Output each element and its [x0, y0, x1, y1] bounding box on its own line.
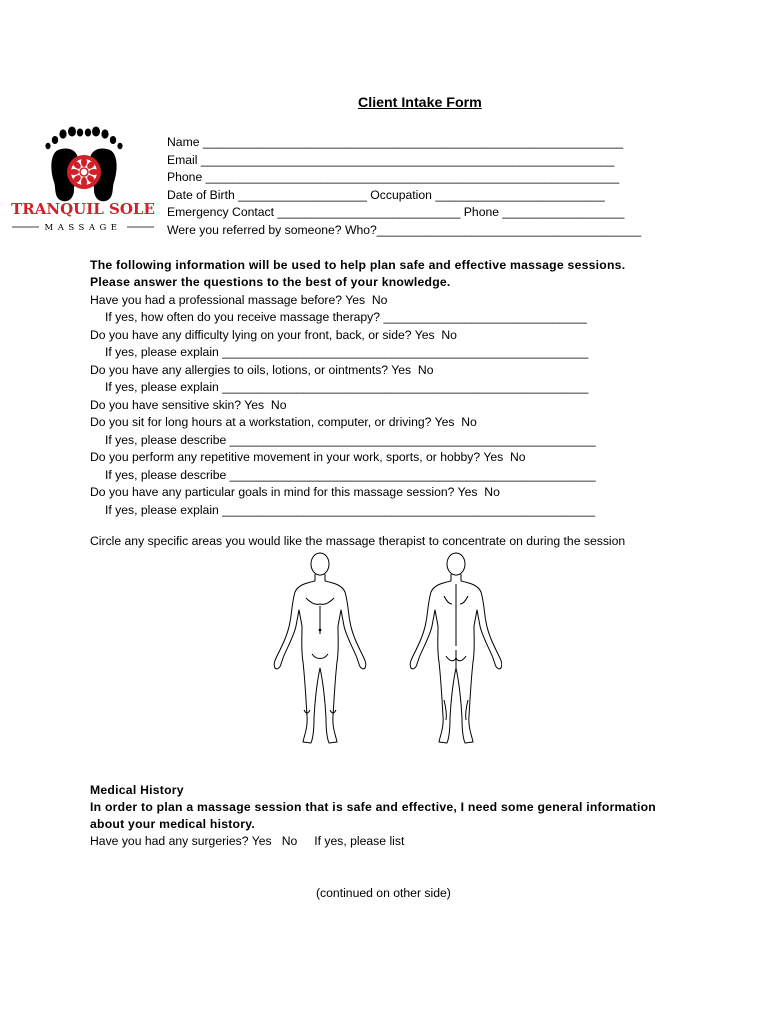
- intro-line-2: Please answer the questions to the best of your knowledge.: [90, 275, 451, 289]
- question-lying-difficulty[interactable]: Do you have any difficulty lying on your front, back, or side? Yes No: [90, 328, 457, 342]
- question-lying-explain[interactable]: If yes, please explain ______________________________________________________: [105, 345, 589, 359]
- continued-footer: (continued on other side): [316, 886, 451, 900]
- form-title: Client Intake Form: [358, 95, 482, 111]
- medical-intro-line-1: In order to plan a massage session that is safe and effective, I need some general information: [90, 800, 657, 814]
- dob-occupation-field[interactable]: Date of Birth ___________________ Occupation _________________________: [167, 188, 605, 202]
- question-goals-explain[interactable]: If yes, please explain _______________________________________________________: [105, 503, 595, 517]
- logo-name: TRANQUIL SOLE: [11, 200, 155, 218]
- feet-mandala-logo-icon: [8, 124, 158, 232]
- mandala-icon: [67, 155, 101, 189]
- question-allergies[interactable]: Do you have any allergies to oils, lotions, or ointments? Yes No: [90, 363, 434, 377]
- question-long-hours-describe[interactable]: If yes, please describe ______________________________________________________: [105, 433, 596, 447]
- emergency-contact-field[interactable]: Emergency Contact ___________________________ Phone __________________: [167, 205, 625, 219]
- phone-field[interactable]: Phone _____________________________________________________________: [167, 170, 620, 184]
- body-back-figure[interactable]: [410, 553, 502, 743]
- question-massage-frequency[interactable]: If yes, how often do you receive massage therapy? ______________________________: [105, 310, 587, 324]
- body-front-figure[interactable]: [274, 553, 366, 743]
- question-repetitive-movement[interactable]: Do you perform any repetitive movement in your work, sports, or hobby? Yes No: [90, 450, 526, 464]
- medical-history-heading: Medical History: [90, 783, 184, 797]
- question-allergies-explain[interactable]: If yes, please explain ______________________________________________________: [105, 380, 589, 394]
- logo-subtitle: MASSAGE: [44, 223, 122, 232]
- body-diagram[interactable]: [268, 550, 502, 750]
- medical-intro-line-2: about your medical history.: [90, 817, 255, 831]
- intro-line-1: The following information will be used to help plan safe and effective massage sessions.: [90, 258, 626, 272]
- question-repetitive-describe[interactable]: If yes, please describe ______________________________________________________: [105, 468, 596, 482]
- circle-areas-instruction: Circle any specific areas you would like the massage therapist to concentrate on during the session: [90, 534, 626, 548]
- tranquil-sole-logo: [8, 124, 158, 232]
- name-field[interactable]: Name ______________________________________________________________: [167, 135, 624, 149]
- question-sensitive-skin[interactable]: Do you have sensitive skin? Yes No: [90, 398, 287, 412]
- email-field[interactable]: Email _____________________________________________________________: [167, 153, 615, 167]
- question-professional-massage[interactable]: Have you had a professional massage before? Yes No: [90, 293, 388, 307]
- question-long-hours[interactable]: Do you sit for long hours at a workstation, computer, or driving? Yes No: [90, 415, 477, 429]
- question-surgeries[interactable]: Have you had any surgeries? Yes No If yes, please list: [90, 834, 405, 848]
- question-goals[interactable]: Do you have any particular goals in mind for this massage session? Yes No: [90, 485, 500, 499]
- referral-field[interactable]: Were you referred by someone? Who?_______________________________________: [167, 223, 642, 237]
